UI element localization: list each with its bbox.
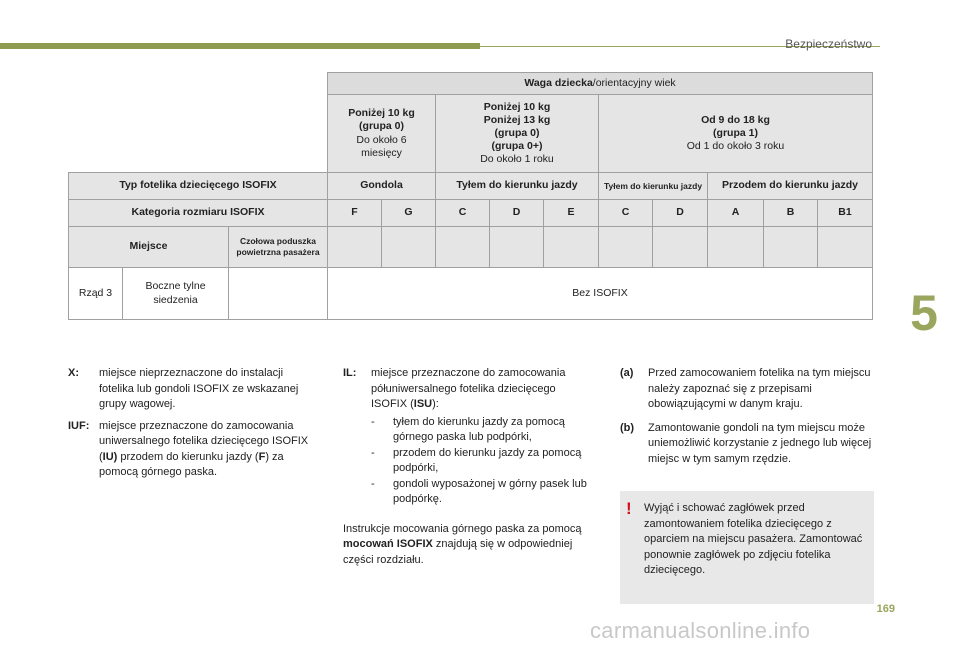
legend-mid — [343, 366, 593, 568]
category-cell: A — [708, 200, 764, 227]
row-label: Rząd 3 — [69, 268, 123, 320]
warning-box — [620, 491, 874, 604]
weight-header: Waga dziecka/orientacyjny wiek — [328, 73, 873, 95]
legend-item: IL: miejsce przeznaczone do zamocowania półuniwersalnego fotelika dziecięcego ISOFIX (ISU): — [343, 367, 566, 410]
exclamation-icon: ! — [626, 499, 632, 518]
chapter-tab: 5 — [888, 280, 960, 346]
type-rear-facing: Tyłem do kierunku jazdy — [436, 173, 599, 200]
list-item: - tyłem do kierunku jazdy za pomocą górnego paska lub podpórki, — [371, 415, 565, 443]
category-cell: C — [599, 200, 653, 227]
header-accent-bar — [0, 43, 480, 49]
legend-item: (a) Przed zamocowaniem fotelika na tym miejscu należy zapoznać się z przepisami obowiązującymi w danym kraju. — [620, 367, 871, 410]
category-cell: F — [328, 200, 382, 227]
page-number: 169 — [876, 603, 895, 615]
legend-bullets — [343, 415, 593, 508]
list-item: - gondoli wyposażonej w górny pasek lub podpórkę. — [371, 477, 587, 505]
legend-left — [68, 366, 320, 487]
group-1-header: Od 9 do 18 kg (grupa 1) Od 1 do około 3 roku — [599, 95, 873, 173]
place-label: Miejsce — [69, 227, 229, 268]
empty-cell — [599, 227, 653, 268]
empty-cell — [764, 227, 818, 268]
category-label: Kategoria rozmiaru ISOFIX — [69, 200, 328, 227]
warning-text: Wyjąć i schować zagłówek przed zamontowaniem fotelika dziecięcego z oparciem na miejscu pasażera. Zamontować ponownie zagłówek po zdjęciu fotelika dziecięcego. — [644, 502, 863, 576]
seat-value: Bez ISOFIX — [328, 268, 873, 320]
isofix-table — [68, 72, 873, 320]
legend-item: (b) Zamontowanie gondoli na tym miejscu może uniemożliwić korzystanie z jednego lub więcej miejsc w tym samym rzędzie. — [620, 421, 872, 465]
type-label: Typ fotelika dziecięcego ISOFIX — [69, 173, 328, 200]
legend-item: X: miejsce nieprzeznaczone do instalacji fotelika lub gondoli ISOFIX ze wskazanej grupy wagowej. — [68, 367, 299, 410]
type-gondola: Gondola — [328, 173, 436, 200]
section-title: Bezpieczeństwo — [785, 37, 872, 51]
category-cell: E — [544, 200, 599, 227]
group-0-header: Poniżej 10 kg (grupa 0) Do około 6 miesięcy — [328, 95, 436, 173]
empty-cell — [436, 227, 490, 268]
legend-right — [620, 366, 874, 473]
empty-cell — [328, 227, 382, 268]
category-cell: D — [490, 200, 544, 227]
type-forward-facing: Przodem do kierunku jazdy — [708, 173, 873, 200]
type-rear-facing-small: Tyłem do kierunku jazdy — [599, 173, 708, 200]
empty-cell — [229, 268, 328, 320]
seat-label: Boczne tylne siedzenia — [123, 268, 229, 320]
watermark: carmanualsonline.info — [590, 618, 811, 643]
empty-cell — [653, 227, 708, 268]
legend-item: IUF: miejsce przeznaczone do zamocowania uniwersalnego fotelika dziecięcego ISOFIX (IU) przodem do kierunku jazdy (F) za pomocą górnego paska. — [68, 419, 309, 478]
isofix-note: Instrukcje mocowania górnego paska za pomocą mocowań ISOFIX znajdują się w odpowiedniej części rozdziału. — [343, 522, 582, 566]
empty-cell — [544, 227, 599, 268]
empty-cell — [818, 227, 873, 268]
category-cell: C — [436, 200, 490, 227]
empty-cell — [490, 227, 544, 268]
group-0plus-header: Poniżej 10 kg Poniżej 13 kg (grupa 0) (grupa 0+) Do około 1 roku — [436, 95, 599, 173]
list-item: - przodem do kierunku jazdy za pomocą podpórki, — [371, 446, 582, 474]
category-cell: D — [653, 200, 708, 227]
empty-cell — [708, 227, 764, 268]
category-cell: B — [764, 200, 818, 227]
empty-cell — [382, 227, 436, 268]
airbag-label: Czołowa poduszka powietrzna pasażera — [229, 227, 328, 268]
category-cell: G — [382, 200, 436, 227]
category-cell: B1 — [818, 200, 873, 227]
